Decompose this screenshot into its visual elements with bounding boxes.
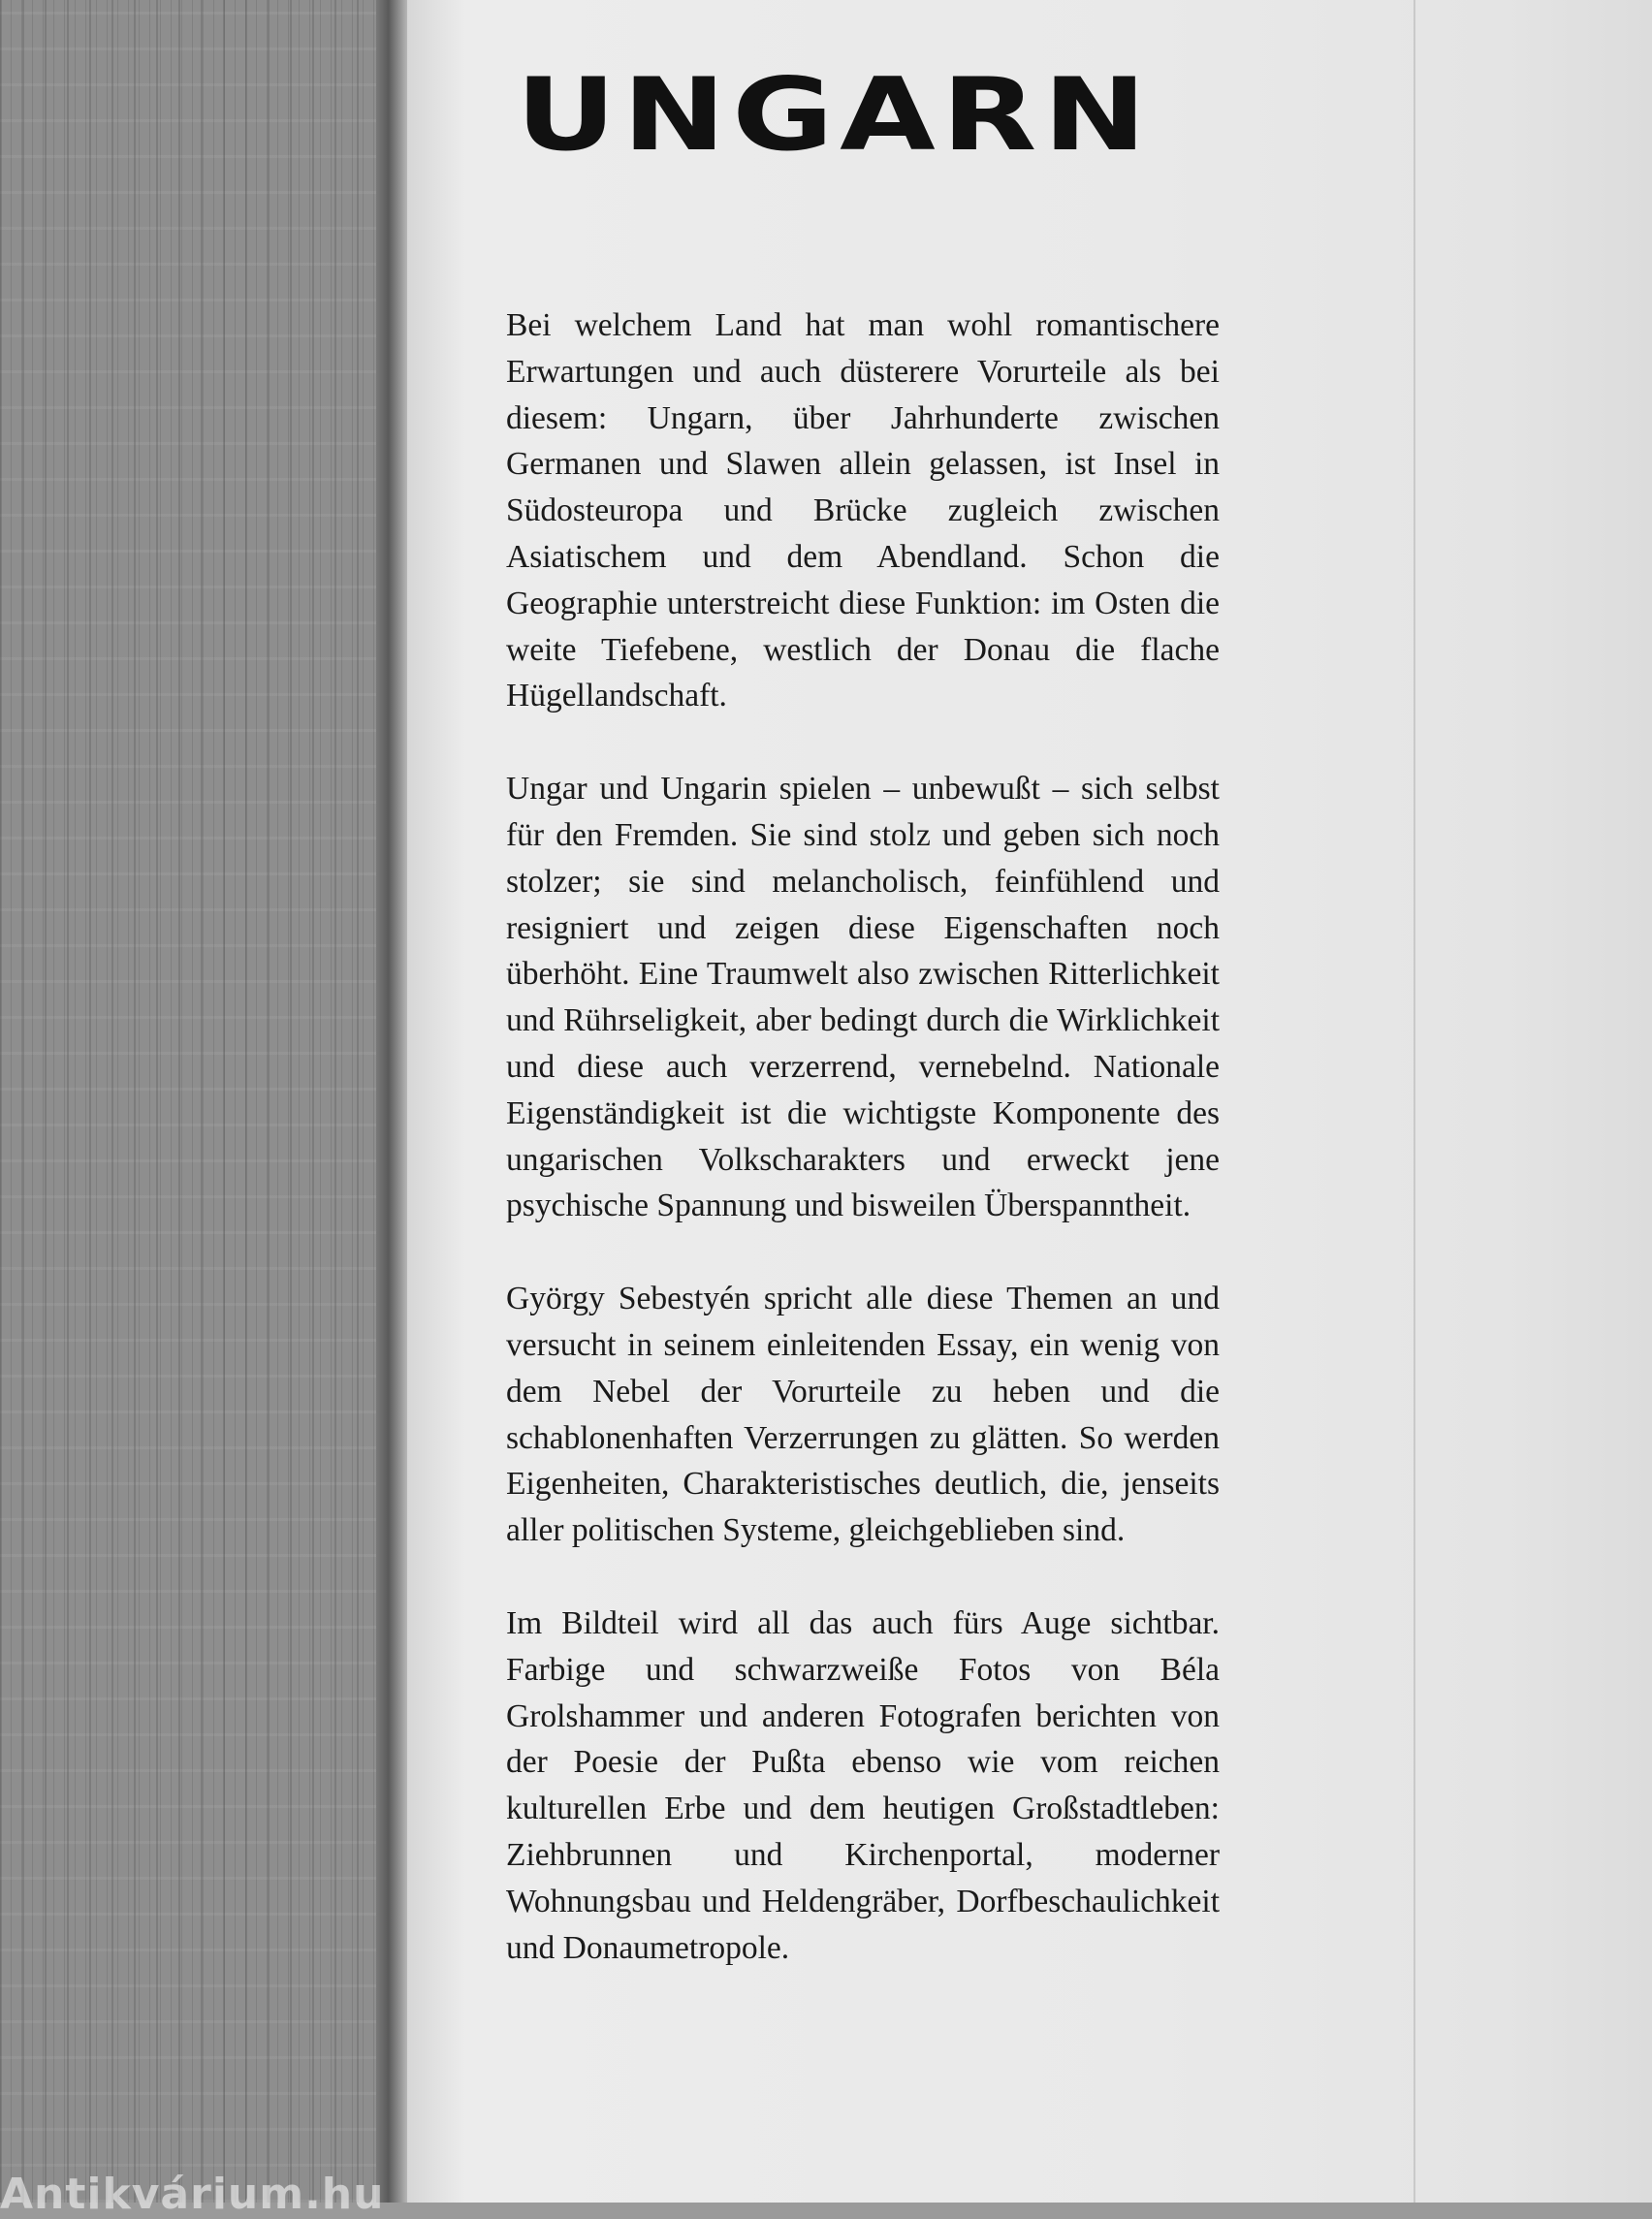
book-title: UNGARN	[516, 55, 1154, 174]
watermark: Antikvárium.hu	[0, 2170, 385, 2219]
blurb-paragraph-4: Im Bildteil wird all das auch fürs Auge sichtbar. Farbige und schwarzweiße Fotos von Béla Grolshammer und anderen Fotografen berichten von der Poesie der Pußta ebenso wie vom reichen kulturellen Erbe und dem heutigen Großstadtleben: Ziehbrunnen und Kirchenportal, moderner Wohnungsbau und Heldengräber, Dorfbeschaulichkeit und Donaumetropole.	[506, 1604, 1220, 1966]
blurb-paragraph-1: Bei welchem Land hat man wohl romantischere Erwartungen und auch düsterere Vorurteile als bei diesem: Ungarn, über Jahrhunderte zwischen Germanen und Slawen allein gelassen, ist Insel in Südosteuropa und Brücke zugleich zwischen Asiatischem und dem Abendland. Schon die Geographie unterstreicht diese Funktion: im Osten die weite Tiefebene, westlich der Donau die flache Hügellandschaft.	[506, 307, 1220, 714]
blurb-paragraph-3: György Sebestyén spricht alle diese Themen an und versucht in seinem einleitenden Essay, ein wenig von dem Nebel der Vorurteile zu heben und die schablonenhaften Verzerrungen zu glätten. So werden Eigenheiten, Charakteristisches deutlich, die, jenseits aller politischen Systeme, gleichgeblieben sind.	[506, 1281, 1220, 1549]
book-spine-background	[0, 0, 393, 2203]
spine-edge-shadow	[376, 0, 411, 2203]
blurb-paragraph-2: Ungar und Ungarin spielen – unbewußt – sich selbst für den Fremden. Sie sind stolz und geben sich noch stolzer; sie sind melancholisch, feinfühlend und resigniert und zeigen diese Eigenschaften noch überhöht. Eine Traumwelt also zwischen Ritterlichkeit und Rührseligkeit, aber bedingt durch die Wirklichkeit und diese auch verzerrend, vernebelnd. Nationale Eigenständigkeit ist die wichtigste Komponente des ungarischen Volkscharakters und erweckt jene psychische Spannung und bisweilen Überspanntheit.	[506, 771, 1220, 1224]
flap-fold-line	[1414, 0, 1415, 2203]
blurb-text	[506, 302, 1220, 2017]
